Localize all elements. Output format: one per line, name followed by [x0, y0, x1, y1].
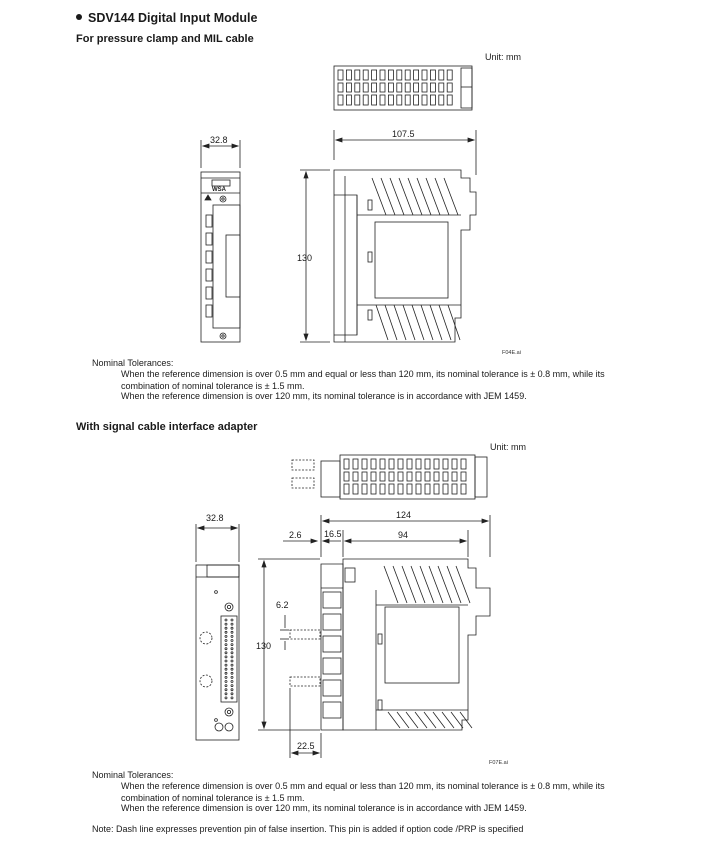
- section2-unit: Unit: mm: [490, 442, 526, 452]
- top-view-cell: [425, 484, 430, 494]
- top-view-cell: [430, 70, 435, 80]
- side-view-fin: [438, 566, 452, 603]
- connector-pin: [225, 689, 227, 691]
- side-view-fin: [435, 178, 449, 215]
- connector-pin: [225, 681, 227, 683]
- side-view-fin: [394, 305, 406, 340]
- top-view-cell: [371, 459, 376, 469]
- top-view-cell: [353, 459, 358, 469]
- top-view-cell: [389, 459, 394, 469]
- side-view-fin: [420, 566, 434, 603]
- side-view-fin: [393, 566, 407, 603]
- top-view-cell: [362, 484, 367, 494]
- top-view-cell: [362, 459, 367, 469]
- connector-pin: [225, 656, 227, 658]
- dim-total-2: 124: [396, 510, 412, 520]
- dim-body-2: 94: [398, 530, 409, 540]
- connector-pin: [225, 672, 227, 674]
- top-view-cell: [397, 70, 402, 80]
- top-view-cell: [380, 459, 385, 469]
- top-view-cell: [388, 70, 393, 80]
- connector-pin: [225, 685, 227, 687]
- top-view-cell: [389, 472, 394, 481]
- side-view-fin: [384, 566, 398, 603]
- top-view-cell: [372, 83, 377, 92]
- insertion-note: Note: Dash line expresses prevention pin of false insertion. This pin is added if option code /PRP is specified: [92, 824, 524, 834]
- top-view-cell: [405, 70, 410, 80]
- top-view-cell: [371, 484, 376, 494]
- top-view-cell: [380, 83, 385, 92]
- side-view-fin: [444, 178, 458, 215]
- side-view-fin: [433, 712, 445, 728]
- connector-pin: [225, 668, 227, 670]
- top-view-cell: [398, 484, 403, 494]
- side-view-fin: [442, 712, 454, 728]
- side-view-fin: [408, 178, 422, 215]
- top-view-cell: [439, 83, 444, 92]
- top-view-cell: [353, 472, 358, 481]
- top-view-cell: [346, 70, 351, 80]
- side-view-fin: [372, 178, 386, 215]
- side-view-fin: [402, 566, 416, 603]
- side-view-fin: [388, 712, 400, 728]
- connector-pin: [231, 668, 233, 670]
- connector-pin: [231, 631, 233, 633]
- figure1-id: F04E.ai: [502, 350, 521, 356]
- side-view-fin: [417, 178, 431, 215]
- top-view-cell: [452, 459, 457, 469]
- top-view-cell: [422, 70, 427, 80]
- top-view-cell: [452, 484, 457, 494]
- front-label-1: WSA: [212, 187, 226, 193]
- connector-pin: [225, 635, 227, 637]
- top-view-cell: [371, 472, 376, 481]
- dim-width-2: 32.8: [206, 513, 224, 523]
- connector-pin: [231, 623, 233, 625]
- top-view-cell: [353, 484, 358, 494]
- connector-pin: [231, 676, 233, 678]
- top-view-cell: [398, 459, 403, 469]
- connector-pin: [225, 623, 227, 625]
- top-view-cell: [407, 484, 412, 494]
- tolerance1-line1: When the reference dimension is over 0.5 mm and equal or less than 120 mm, its nominal tolerance is ± 0.8 mm, while its combination of nominal tolerance is ± 1.5 mm.: [121, 369, 605, 391]
- top-view-cell: [388, 83, 393, 92]
- side-view-fin: [424, 712, 436, 728]
- connector-pin: [225, 693, 227, 695]
- connector-pin: [231, 693, 233, 695]
- top-view-cell: [389, 484, 394, 494]
- connector-pin: [225, 640, 227, 642]
- adapter-segment: [323, 636, 341, 652]
- connector-pin: [231, 627, 233, 629]
- top-view-cell: [380, 70, 385, 80]
- connector-pin: [231, 660, 233, 662]
- top-view-cell: [380, 95, 385, 105]
- top-view-cell: [405, 95, 410, 105]
- section1-heading: For pressure clamp and MIL cable: [76, 33, 254, 45]
- dim-length-1: 107.5: [392, 129, 415, 139]
- dim-pin-2: 6.2: [276, 600, 289, 610]
- top-view-cell: [407, 472, 412, 481]
- dim-height-1: 130: [297, 253, 313, 263]
- top-view-cell: [338, 70, 343, 80]
- top-view-cell: [355, 83, 360, 92]
- top-view-cell: [407, 459, 412, 469]
- connector-pin: [225, 652, 227, 654]
- side-view-fin: [451, 712, 463, 728]
- top-view-cell: [388, 95, 393, 105]
- tolerance2-heading: Nominal Tolerances:: [92, 770, 174, 780]
- top-view-cell: [416, 484, 421, 494]
- top-view-cell: [443, 472, 448, 481]
- top-view-cell: [397, 83, 402, 92]
- top-view-cell: [363, 83, 368, 92]
- connector-pin: [225, 619, 227, 621]
- dim-bottom-2: 22.5: [297, 741, 315, 751]
- tolerance2-line2: When the reference dimension is over 120 mm, its nominal tolerance is in accordance with JEM 1459.: [121, 803, 527, 813]
- top-view-cell: [363, 95, 368, 105]
- side-view-fin: [439, 305, 451, 340]
- connector-pin: [231, 697, 233, 699]
- connector-pin: [231, 681, 233, 683]
- connector-pin: [225, 648, 227, 650]
- connector-pin: [231, 644, 233, 646]
- page-title-text: SDV144 Digital Input Module: [88, 11, 258, 25]
- connector-pin: [231, 648, 233, 650]
- top-view-cell: [344, 472, 349, 481]
- connector-pin: [231, 635, 233, 637]
- top-view-cell: [355, 95, 360, 105]
- side-view-fin: [385, 305, 397, 340]
- connector-pin: [231, 664, 233, 666]
- top-view-cell: [344, 484, 349, 494]
- side-view-fin: [397, 712, 409, 728]
- tolerance1-heading: Nominal Tolerances:: [92, 358, 174, 368]
- connector-pin: [225, 697, 227, 699]
- adapter-segment: [323, 680, 341, 696]
- top-view-cell: [397, 95, 402, 105]
- connector-pin: [225, 660, 227, 662]
- adapter-segment: [323, 702, 341, 718]
- top-view-cell: [422, 83, 427, 92]
- top-view-cell: [461, 484, 466, 494]
- top-view-cell: [452, 472, 457, 481]
- dim-adapter-2: 16.5: [324, 529, 342, 539]
- adapter-segment: [323, 614, 341, 630]
- top-view-cell: [380, 484, 385, 494]
- top-view-cell: [461, 459, 466, 469]
- figure2-id: F07E.ai: [489, 760, 508, 766]
- front-view-slot: [206, 215, 212, 227]
- connector-pin: [231, 652, 233, 654]
- top-view-cell: [363, 70, 368, 80]
- connector-pin: [231, 685, 233, 687]
- top-view-cell: [355, 70, 360, 80]
- front-view-slot: [206, 269, 212, 281]
- side-view-fin: [376, 305, 388, 340]
- connector-pin: [231, 689, 233, 691]
- front-view-slot: [206, 305, 212, 317]
- top-view-cell: [346, 83, 351, 92]
- top-view-cell: [439, 70, 444, 80]
- top-view-cell: [338, 95, 343, 105]
- side-view-fin: [406, 712, 418, 728]
- top-view-cell: [434, 459, 439, 469]
- side-view-fin: [456, 566, 470, 603]
- top-view-cell: [439, 95, 444, 105]
- dim-height-2: 130: [256, 641, 272, 651]
- side-view-fin: [429, 566, 443, 603]
- connector-pin: [225, 627, 227, 629]
- top-view-cell: [430, 95, 435, 105]
- side-view-fin: [426, 178, 440, 215]
- connector-pin: [231, 640, 233, 642]
- top-view-cell: [425, 459, 430, 469]
- top-view-cell: [461, 472, 466, 481]
- top-view-cell: [416, 459, 421, 469]
- tolerance1-line2: When the reference dimension is over 120 mm, its nominal tolerance is in accordance with JEM 1459.: [121, 391, 527, 401]
- dim-offset-2: 2.6: [289, 530, 302, 540]
- figure2-drawing: [0, 440, 724, 770]
- front-view-slot: [206, 233, 212, 245]
- top-view-cell: [443, 459, 448, 469]
- top-view-cell: [434, 472, 439, 481]
- top-view-cell: [380, 472, 385, 481]
- top-view-cell: [405, 83, 410, 92]
- side-view-fin: [411, 566, 425, 603]
- top-view-cell: [398, 472, 403, 481]
- connector-pin: [231, 656, 233, 658]
- side-view-fin: [390, 178, 404, 215]
- tolerance2-line1: When the reference dimension is over 0.5 mm and equal or less than 120 mm, its nominal tolerance is ± 0.8 mm, while its combination of nominal tolerance is ± 1.5 mm.: [121, 781, 605, 803]
- dim-width-1: 32.8: [210, 135, 228, 145]
- front-view-slot: [206, 251, 212, 263]
- top-view-cell: [346, 95, 351, 105]
- side-view-fin: [430, 305, 442, 340]
- side-view-fin: [447, 566, 461, 603]
- adapter-segment: [323, 658, 341, 674]
- top-view-cell: [447, 70, 452, 80]
- side-view-fin: [399, 178, 413, 215]
- top-view-cell: [414, 70, 419, 80]
- side-view-fin: [421, 305, 433, 340]
- top-view-cell: [425, 472, 430, 481]
- top-view-cell: [434, 484, 439, 494]
- side-view-fin: [403, 305, 415, 340]
- side-view-fin: [412, 305, 424, 340]
- top-view-cell: [447, 83, 452, 92]
- adapter-segment: [323, 592, 341, 608]
- top-view-cell: [372, 70, 377, 80]
- side-view-fin: [415, 712, 427, 728]
- connector-pin: [225, 664, 227, 666]
- connector-pin: [225, 631, 227, 633]
- top-view-cell: [372, 95, 377, 105]
- connector-pin: [225, 676, 227, 678]
- connector-pin: [225, 644, 227, 646]
- front-view-slot: [206, 287, 212, 299]
- top-view-cell: [362, 472, 367, 481]
- top-view-cell: [414, 83, 419, 92]
- top-view-cell: [416, 472, 421, 481]
- top-view-cell: [338, 83, 343, 92]
- section1-unit: Unit: mm: [485, 52, 521, 62]
- top-view-cell: [414, 95, 419, 105]
- top-view-cell: [430, 83, 435, 92]
- section2-heading: With signal cable interface adapter: [76, 421, 258, 433]
- figure1-drawing: [0, 0, 724, 360]
- connector-pin: [231, 672, 233, 674]
- connector-pin: [231, 619, 233, 621]
- side-view-fin: [381, 178, 395, 215]
- top-view-cell: [443, 484, 448, 494]
- side-view-fin: [448, 305, 460, 340]
- top-view-cell: [344, 459, 349, 469]
- top-view-cell: [422, 95, 427, 105]
- top-view-cell: [447, 95, 452, 105]
